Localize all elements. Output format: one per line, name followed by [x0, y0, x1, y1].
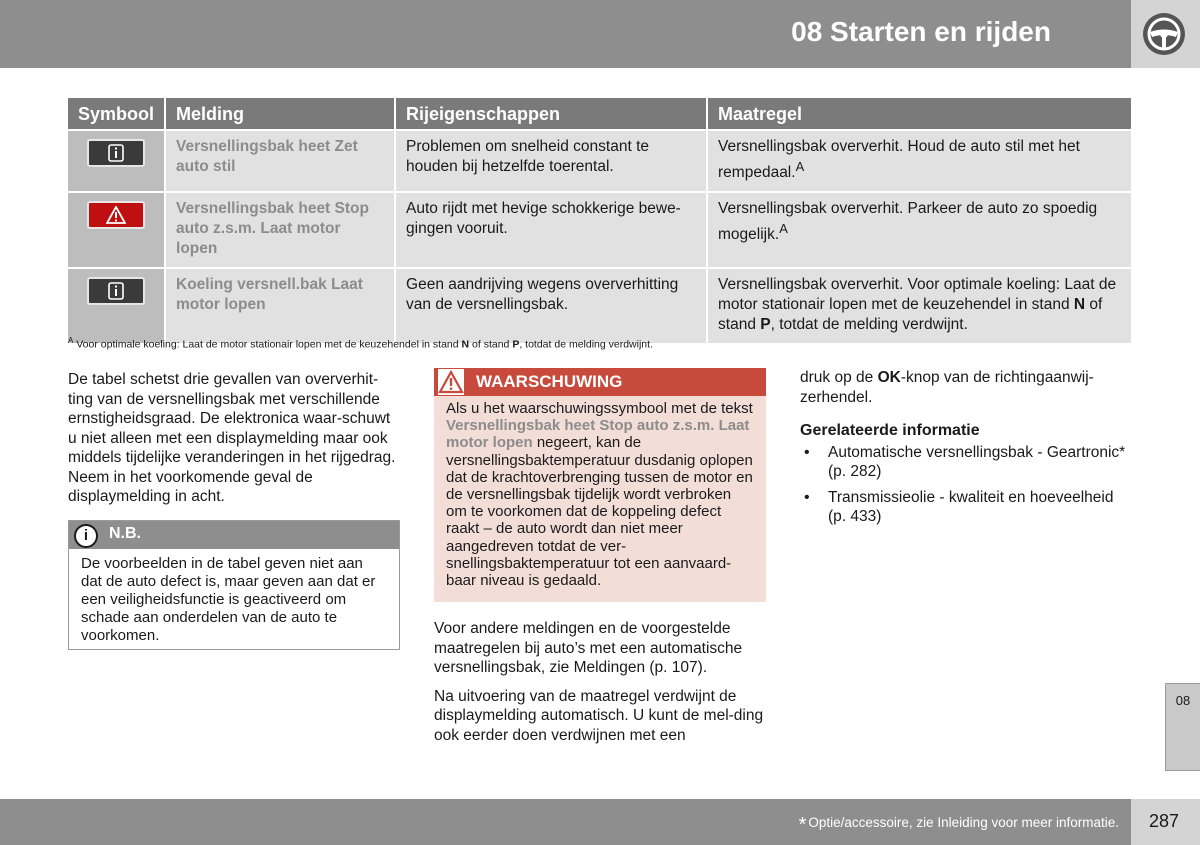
- middle-column: [434, 619, 766, 753]
- gear-n: N: [1073, 296, 1086, 314]
- footnote-text: of stand: [469, 338, 513, 351]
- related-info-title: Gerelateerde informatie: [800, 422, 980, 439]
- action-cell: [707, 192, 1131, 268]
- footnote-marker: A: [795, 159, 805, 174]
- footnote-marker: A: [68, 336, 74, 345]
- column-header-message: Melding: [165, 98, 395, 130]
- warning-box-header: [434, 368, 766, 396]
- note-box: [68, 520, 400, 650]
- table-header-row: [68, 98, 1131, 130]
- effect-cell: Geen aandrijving wegens oververhitting van de versnellingsbak.: [395, 268, 707, 343]
- paragraph-ok-button: [800, 368, 1130, 407]
- text: -knop van de richtingaanwij-zerhendel.: [800, 369, 1094, 406]
- messages-table: [68, 98, 1131, 343]
- column-header-symbol: Symbool: [68, 98, 165, 130]
- text: druk op de: [800, 369, 878, 386]
- ok-label: OK: [877, 369, 901, 386]
- info-icon: [87, 277, 145, 305]
- action-text: Versnellingsbak oververhit. Houd de auto stil met het rempedaal.: [718, 138, 1080, 182]
- warning-text: negeert, kan de versnellingsbaktemperatuur dusdanig oplopen dat de krachtoverbrenging tussen de motor en de versnellingsbak tijdelijk wordt verbroken om te voorkomen dat de koppeling defect raakt – de auto wordt dan niet meer aangedreven totdat de ver-snellingsbaktemperatuur tot een aanvaard-baar niveau is gedaald.: [446, 434, 753, 590]
- paragraph-action-done: Na uitvoering van de maatregel verdwijnt de displaymelding automatisch. U kunt de mel-ding ook eerder doen verdwijnen met een: [434, 687, 764, 744]
- message-cell: Versnellingsbak heet Stop auto z.s.m. Laat motor lopen: [165, 192, 395, 268]
- table-row: [68, 192, 1131, 268]
- footnote-text: , totdat de melding verdwijnt.: [519, 338, 653, 351]
- action-text: Versnellingsbak oververhit. Parkeer de auto zo spoedig mogelijk.: [718, 200, 1098, 244]
- action-text: , totdat de melding verdwijnt.: [770, 316, 968, 334]
- page-footer: [0, 799, 1131, 845]
- left-column: [68, 370, 400, 515]
- right-column: [800, 368, 1130, 533]
- related-link[interactable]: • Automatische versnellingsbak - Geartronic* (p. 282): [800, 443, 1130, 482]
- footer-note-text: Optie/accessoire, zie Inleiding voor meer informatie.: [808, 815, 1119, 830]
- action-cell: [707, 268, 1131, 343]
- symbol-cell: [68, 130, 165, 192]
- footnote-marker: A: [779, 221, 788, 237]
- page-number-box: [1131, 799, 1200, 845]
- warning-highlight: Versnellingsbak heet Stop auto z.s.m. Laat motor lopen: [446, 417, 750, 452]
- footer-note: [799, 814, 1119, 837]
- asterisk: *: [798, 814, 807, 836]
- column-header-action: Maatregel: [707, 98, 1131, 130]
- message-cell: Versnellingsbak heet Zet auto stil: [165, 130, 395, 192]
- effect-cell: Auto rijdt met hevige schokkerige bewe-gingen vooruit.: [395, 192, 707, 268]
- message-cell: Koeling versnell.bak Laat motor lopen: [165, 268, 395, 343]
- warning-triangle-icon: [87, 201, 145, 229]
- paragraph-other-messages: Voor andere meldingen en de voorgestelde maatregelen bij auto’s met een automatische versnellingsbak, zie Meldingen (p. 107).: [434, 620, 743, 676]
- info-icon: [87, 139, 145, 167]
- footnote-text: Voor optimale koeling: Laat de motor stationair lopen met de keuzehendel in stand: [73, 338, 462, 351]
- symbol-cell: [68, 192, 165, 268]
- warning-box-title: WAARSCHUWING: [476, 372, 623, 391]
- warning-box: [434, 368, 766, 602]
- related-link[interactable]: • Transmissieolie - kwaliteit en hoeveelheid (p. 433): [800, 488, 1130, 527]
- action-cell: [707, 130, 1131, 192]
- info-circle-icon: i: [74, 524, 98, 548]
- chapter-title: 08 Starten en rijden: [791, 16, 1051, 47]
- action-text: Versnellingsbak oververhit. Voor optimale koeling: Laat de motor stationair lopen met de keuzehendel in stand: [718, 276, 1117, 314]
- symbol-cell: [68, 268, 165, 343]
- effect-cell: Problemen om snelheid constant te houden bij hetzelfde toerental.: [395, 130, 707, 192]
- warning-box-text: [434, 396, 766, 593]
- note-box-header: [69, 521, 399, 549]
- action-text: of stand: [718, 296, 1103, 334]
- note-box-text: De voorbeelden in de tabel geven niet aan dat de auto defect is, maar geven aan dat er een veiligheidsfunctie is geactiveerd om schade aan onderdelen van de auto te voorkomen.: [81, 555, 376, 644]
- table-footnote: [68, 336, 653, 351]
- gear-p: P: [760, 316, 771, 334]
- column-header-effect: Rijeigenschappen: [395, 98, 707, 130]
- steering-wheel-icon: [1143, 13, 1185, 55]
- page-header: [0, 0, 1131, 68]
- page-number: 287: [1149, 811, 1180, 831]
- gear-p: P: [512, 338, 520, 351]
- warning-triangle-icon: [438, 369, 464, 395]
- chapter-tab: 08: [1165, 683, 1200, 771]
- related-info-list: [800, 443, 1130, 527]
- header-icon-box: [1131, 0, 1200, 68]
- intro-paragraph: De tabel schetst drie gevallen van oververhit-ting van de versnellingsbak met verschillende ernstigheidsgraad. De elektronica waar-schuwt u niet alleen met een displaymelding maar ook middels tijdelijke veranderingen in het rijgedrag. Neem in het voorkomende geval de displaymelding in acht.: [68, 371, 396, 505]
- table-row: [68, 268, 1131, 343]
- table-row: [68, 130, 1131, 192]
- warning-text: Als u het waarschuwingssymbool met de tekst: [446, 400, 753, 417]
- gear-n: N: [461, 338, 470, 351]
- note-box-title: N.B.: [109, 525, 141, 542]
